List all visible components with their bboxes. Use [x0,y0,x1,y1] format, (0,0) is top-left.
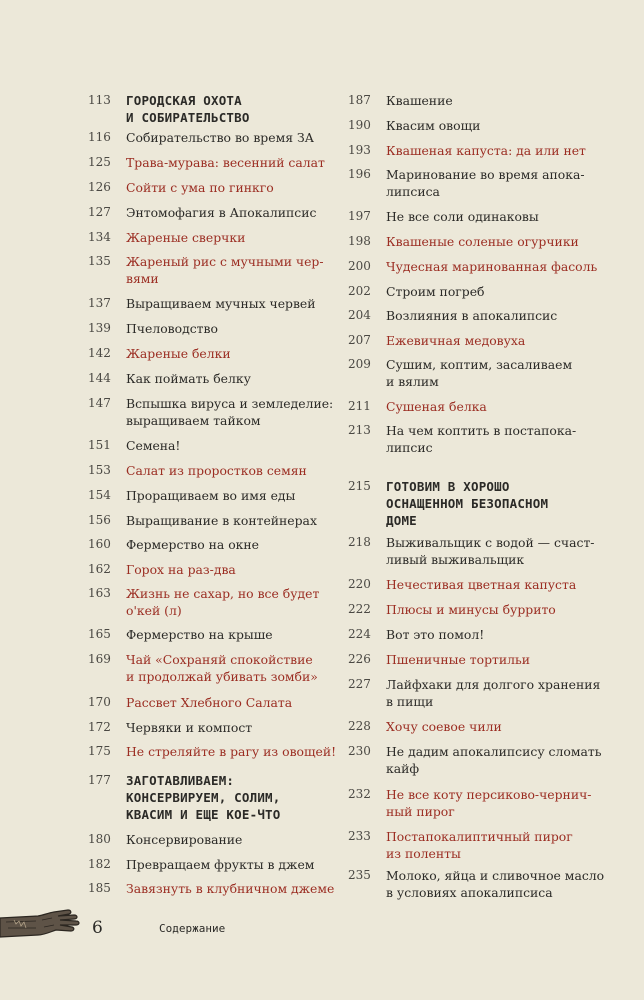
toc-entry[interactable] [88,462,358,479]
toc-section-heading: И СОБИРАТЕЛЬСТВО [126,110,250,125]
toc-entry[interactable] [348,626,618,643]
toc-entry-title: Молоко, яйца и сливочное масло [386,868,605,883]
toc-entry[interactable] [348,356,618,390]
toc-entry-title: Фермерство на крыше [126,627,273,642]
toc-entry[interactable] [88,92,358,126]
toc-entry-title: ный пирог [386,804,455,819]
toc-entry[interactable] [88,536,358,553]
running-footer-label: Содержание [159,922,226,935]
toc-page-number: 160 [88,537,111,551]
toc-entry-title: Пшеничные тортильи [386,652,530,667]
toc-entry[interactable] [348,208,618,225]
toc-entry[interactable] [88,743,358,760]
zombie-hand-icon [0,908,86,944]
toc-page-number: 227 [348,677,371,691]
toc-entry-title: Собирательство во время ЗА [126,130,315,145]
toc-page-number: 116 [88,130,111,144]
toc-page-number: 185 [88,881,111,895]
toc-entry[interactable] [88,561,358,578]
toc-entry-title: и продолжай убивать зомби» [126,669,318,684]
toc-entry[interactable] [88,694,358,711]
toc-entry-title: в пищи [386,694,434,709]
toc-entry-title: Проращиваем во имя еды [126,488,296,503]
toc-entry[interactable] [88,831,358,848]
toc-entry[interactable] [348,786,618,820]
toc-entry[interactable] [348,258,618,275]
toc-page-number: 147 [88,396,111,410]
toc-entry[interactable] [88,719,358,736]
toc-page-number: 163 [88,586,111,600]
toc-entry[interactable] [348,676,618,710]
toc-entry-title: ливый выживальщик [386,552,525,567]
toc-page-number: 154 [88,488,111,502]
toc-page-number: 211 [348,399,371,413]
toc-section-heading: ГОРОДСКАЯ ОХОТА [126,93,242,108]
toc-page-number: 226 [348,652,371,666]
toc-entry-title: Выращиваем мучных червей [126,296,316,311]
toc-entry[interactable] [88,179,358,196]
toc-entry-title: Маринование во время апока- [386,167,585,182]
page-number: 6 [92,918,103,938]
toc-entry-title: липсиса [386,184,440,199]
toc-page-number: 127 [88,205,111,219]
toc-entry-title: Завязнуть в клубничном джеме [126,881,335,896]
toc-entry[interactable] [88,154,358,171]
toc-entry-title: Рассвет Хлебного Салата [126,695,293,710]
toc-entry-title: и вялим [386,374,439,389]
toc-page-number: 202 [348,284,371,298]
toc-entry[interactable] [88,856,358,873]
toc-entry-title: Постапокалиптичный пирог [386,829,573,844]
toc-entry-title: Лайфхаки для долгого хранения [386,677,601,692]
toc-page-number: 187 [348,93,371,107]
toc-entry[interactable] [348,867,618,901]
toc-entry-title: Не все соли одинаковы [386,209,539,224]
toc-entry-title: Консервирование [126,832,243,847]
toc-page-number: 230 [348,744,371,758]
toc-entry[interactable] [88,880,358,897]
toc-page-number: 232 [348,787,371,801]
toc-entry-title: Строим погреб [386,284,485,299]
toc-entry-title: в условиях апокалипсиса [386,885,553,900]
toc-entry-title: Жареные сверчки [126,230,246,245]
toc-page-number: 172 [88,720,111,734]
toc-page-number: 153 [88,463,111,477]
toc-page-number: 125 [88,155,111,169]
toc-page-number: 204 [348,308,371,322]
toc-entry-title: Возлияния в апокалипсис [386,308,558,323]
toc-section-heading: КОНСЕРВИРУЕМ, СОЛИМ, [126,790,281,805]
toc-entry[interactable] [88,345,358,362]
toc-entry-title: Квашеные соленые огурчики [386,234,579,249]
toc-page-number: 156 [88,513,111,527]
toc-entry-title: Выращивание в контейнерах [126,513,317,528]
toc-entry-title: Нечестивая цветная капуста [386,577,577,592]
toc-page-number: 182 [88,857,111,871]
toc-page-number: 233 [348,829,371,843]
toc-entry-title: Квашеная капуста: да или нет [386,143,586,158]
toc-entry-title: Салат из проростков семян [126,463,307,478]
toc-section-heading: ДОМЕ [386,513,417,528]
toc-page-number: 196 [348,167,371,181]
toc-entry-title: выращиваем тайком [126,413,261,428]
toc-entry-title: Чай «Сохраняй спокойствие [126,652,313,667]
toc-entry[interactable] [348,718,618,735]
toc-page-number: 139 [88,321,111,335]
toc-entry[interactable] [88,512,358,529]
toc-entry[interactable] [348,332,618,349]
toc-entry-title: Ежевичная медовуха [386,333,526,348]
toc-entry[interactable] [348,307,618,324]
toc-entry[interactable] [88,487,358,504]
toc-entry-title: Жизнь не сахар, но все будет [126,586,320,601]
toc-page-number: 215 [348,479,371,493]
toc-entry[interactable] [348,534,618,568]
toc-entry-title: Вот это помол! [386,627,485,642]
toc-entry-title: Семена! [126,438,181,453]
toc-entry[interactable] [88,229,358,246]
toc-page-number: 165 [88,627,111,641]
toc-entry-title: Не дадим апокалипсису сломать [386,744,602,759]
toc-entry[interactable] [348,166,618,200]
toc-page-number: 170 [88,695,111,709]
toc-entry[interactable] [348,743,618,777]
toc-entry-title: Вспышка вируса и земледелие: [126,396,334,411]
toc-entry[interactable] [88,204,358,221]
toc-entry-title: Не стреляйте в рагу из овощей! [126,744,337,759]
toc-entry[interactable] [348,92,618,109]
toc-page-number: 180 [88,832,111,846]
toc-page-number: 135 [88,254,111,268]
toc-entry-title: Трава-мурава: весенний салат [126,155,325,170]
toc-page-number: 222 [348,602,371,616]
toc-entry[interactable] [88,437,358,454]
toc-entry[interactable] [88,585,358,619]
toc-entry[interactable] [348,651,618,668]
toc-entry-title: из поленты [386,846,461,861]
toc-page-number: 193 [348,143,371,157]
toc-page-number: 175 [88,744,111,758]
toc-entry-title: Жареный рис с мучными чер- [126,254,324,269]
toc-page-number: 224 [348,627,371,641]
toc-entry[interactable] [348,576,618,593]
toc-page-number: 218 [348,535,371,549]
toc-entry[interactable] [88,395,358,429]
toc-page-number: 235 [348,868,371,882]
toc-entry[interactable] [88,320,358,337]
toc-entry-title: Хочу соевое чили [386,719,502,734]
toc-page-number: 142 [88,346,111,360]
toc-page-number: 126 [88,180,111,194]
toc-entry-title: Как поймать белку [126,371,251,386]
toc-entry[interactable] [88,772,358,823]
toc-entry[interactable] [88,295,358,312]
toc-page-number: 190 [348,118,371,132]
toc-entry[interactable] [348,117,618,134]
toc-page-number: 198 [348,234,371,248]
toc-entry[interactable] [88,253,358,287]
toc-entry-title: Превращаем фрукты в джем [126,857,315,872]
toc-page-number: 177 [88,773,111,787]
toc-page-number: 207 [348,333,371,347]
toc-entry-title: Сушеная белка [386,399,487,414]
toc-entry-title: Выживальщик с водой — счаст- [386,535,595,550]
toc-entry[interactable] [88,626,358,643]
toc-page-number: 209 [348,357,371,371]
toc-section-heading: ОСНАЩЕННОМ БЕЗОПАСНОМ [386,496,549,511]
toc-page-number: 137 [88,296,111,310]
toc-entry[interactable] [348,283,618,300]
toc-entry[interactable] [348,828,618,862]
toc-page-number: 197 [348,209,371,223]
toc-entry-title: Энтомофагия в Апокалипсис [126,205,317,220]
toc-page-number: 144 [88,371,111,385]
toc-entry-title: Чудесная маринованная фасоль [386,259,598,274]
toc-entry[interactable] [88,370,358,387]
toc-page-number: 162 [88,562,111,576]
toc-entry-title: кайф [386,761,420,776]
toc-section-heading: КВАСИМ И ЕЩЕ КОЕ-ЧТО [126,807,281,822]
toc-entry-title: Жареные белки [126,346,231,361]
toc-page-number: 169 [88,652,111,666]
toc-entry[interactable] [348,398,618,415]
toc-page-number: 151 [88,438,111,452]
toc-entry-title: Сушим, коптим, засаливаем [386,357,573,372]
toc-page-number: 200 [348,259,371,273]
toc-entry-title: липсис [386,440,433,455]
toc-page-number: 134 [88,230,111,244]
toc-entry-title: Квашение [386,93,453,108]
toc-entry[interactable] [348,233,618,250]
toc-page-number: 113 [88,93,111,107]
toc-entry[interactable] [348,478,618,529]
toc-page-number: 213 [348,423,371,437]
toc-entry-title: Фермерство на окне [126,537,259,552]
toc-entry-title: Плюсы и минусы буррито [386,602,556,617]
toc-entry[interactable] [88,651,358,685]
toc-entry[interactable] [348,422,618,456]
toc-entry[interactable] [348,601,618,618]
toc-entry-title: Горох на раз-два [126,562,236,577]
toc-entry-title: Квасим овощи [386,118,481,133]
toc-entry-title: На чем коптить в постапока- [386,423,577,438]
toc-entry-title: Пчеловодство [126,321,218,336]
toc-entry-title: Не все коту персиково-чернич- [386,787,592,802]
toc-page-number: 228 [348,719,371,733]
toc-page-number: 220 [348,577,371,591]
toc-entry-title: Сойти с ума по гинкго [126,180,274,195]
toc-entry-title: Червяки и компост [126,720,253,735]
toc-entry[interactable] [88,129,358,146]
toc-section-heading: ЗАГОТАВЛИВАЕМ: [126,773,235,788]
toc-entry[interactable] [348,142,618,159]
toc-entry-title: вями [126,271,159,286]
toc-entry-title: о'кей (л) [126,603,182,618]
toc-section-heading: ГОТОВИМ В ХОРОШО [386,479,510,494]
